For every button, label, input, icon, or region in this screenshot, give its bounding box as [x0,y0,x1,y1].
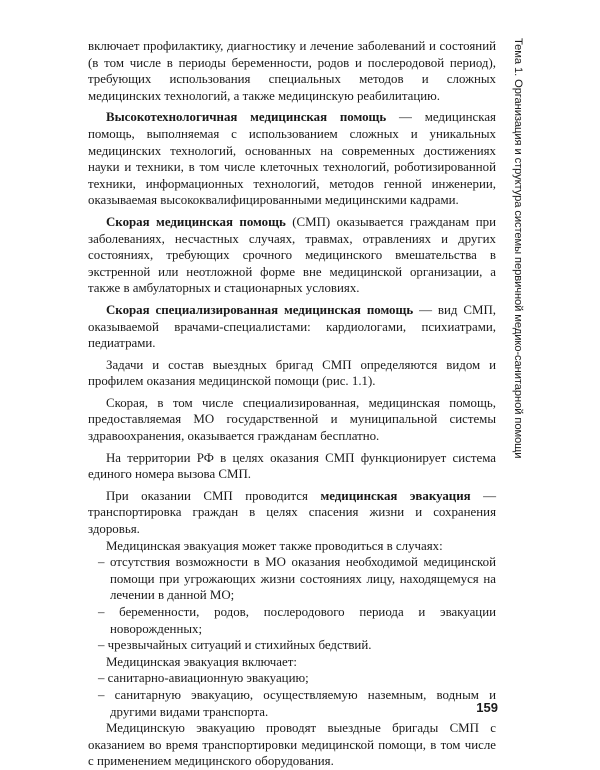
term-emergency-care: Скорая медицинская помощь [106,214,286,229]
paragraph-evacuation-types: Медицинская эвакуация включает: [106,654,297,669]
term-medical-evacuation: медицинская эвакуация [320,488,471,503]
paragraph-evacuation-brigades: Медицинскую эвакуацию проводят выездные бригады СМП с оказанием во время транспортировки медицинской помощи, в том числе с применением медицинского оборудования. [88,721,496,769]
term-specialized-emergency-care: Скорая специализированная медицинская помощь [106,302,414,317]
list-item: – санитарно-авиационную эвакуацию; [98,671,309,686]
paragraph-emergency-care: Скорая медицинская помощь (СМП) оказывается гражданам при заболеваниях, несчастных случаях, травмах, отравлениях и других состояниях, требующих срочного медицинского вмешательства в экстренной или неотложной форме вне медицинской организации, а также в амбулаторных и стационарных условиях. [88,214,496,296]
body-text [88,38,496,770]
list-item: – отсутствия возможности в МО оказания необходимой медицинской помощи при угрожающих жизни состояниях лицу, находящемуся на лечении в данной МО; [98,555,496,603]
evacuation-cases-list [88,554,496,654]
page-number: 159 [476,700,498,715]
term-high-tech-care: Высокотехнологичная медицинская помощь [106,110,387,125]
paragraph-high-tech-care: Высокотехнологичная медицинская помощь — медицинская помощь, выполняемая с использованием сложных и уникальных медицинских технологий, основанных на современных достижениях науки и техники, в том числе клеточных технологий, роботизированной техники, информационных технологий, методов генной инженерии, оказываемая высококвалифицированными медицинскими кадрами. [88,110,496,208]
list-item: – чрезвычайных ситуаций и стихийных бедствий. [98,638,372,653]
list-item: – санитарную эвакуацию, осуществляемую наземным, водным и другими видами транспорта. [98,687,496,719]
paragraph-medical-evacuation: При оказании СМП проводится медицинская эвакуация — транспортировка граждан в целях спасения жизни и сохранения здоровья. [88,488,496,537]
chapter-side-title: Тема 1. Организация и структура системы первичной медико-санитарной помощи [512,38,524,459]
paragraph-free-care: Скорая, в том числе специализированная, медицинская помощь, предоставляемая МО государственной и муниципальной системы здравоохранения, оказывается гражданам бесплатно. [88,395,496,444]
paragraph-specialized-emergency-care: Скорая специализированная медицинская помощь — вид СМП, оказываемой врачами-специалистами: кардиологами, психиатрами, педиатрами. [88,302,496,351]
paragraph-evacuation-cases: Медицинская эвакуация может также проводиться в случаях: [106,538,443,553]
list-item: – беременности, родов, послеродового периода и эвакуации новорожденных; [98,605,496,636]
paragraph-brigade-tasks: Задачи и состав выездных бригад СМП определяются видом и профилем оказания медицинской помощи (рис. 1.1). [88,357,496,389]
paragraph-single-number: На территории РФ в целях оказания СМП функционирует система единого номера вызова СМП. [88,450,496,482]
paragraph-rehabilitation-continuation: включает профилактику, диагностику и лечение заболеваний и состояний (в том числе в периоды беременности, родов и послеродовой период), требующих использования специальных методов и сложных медицинских технологий, а также медицинскую реабилитацию. [88,39,496,103]
evacuation-types-list [88,670,496,720]
